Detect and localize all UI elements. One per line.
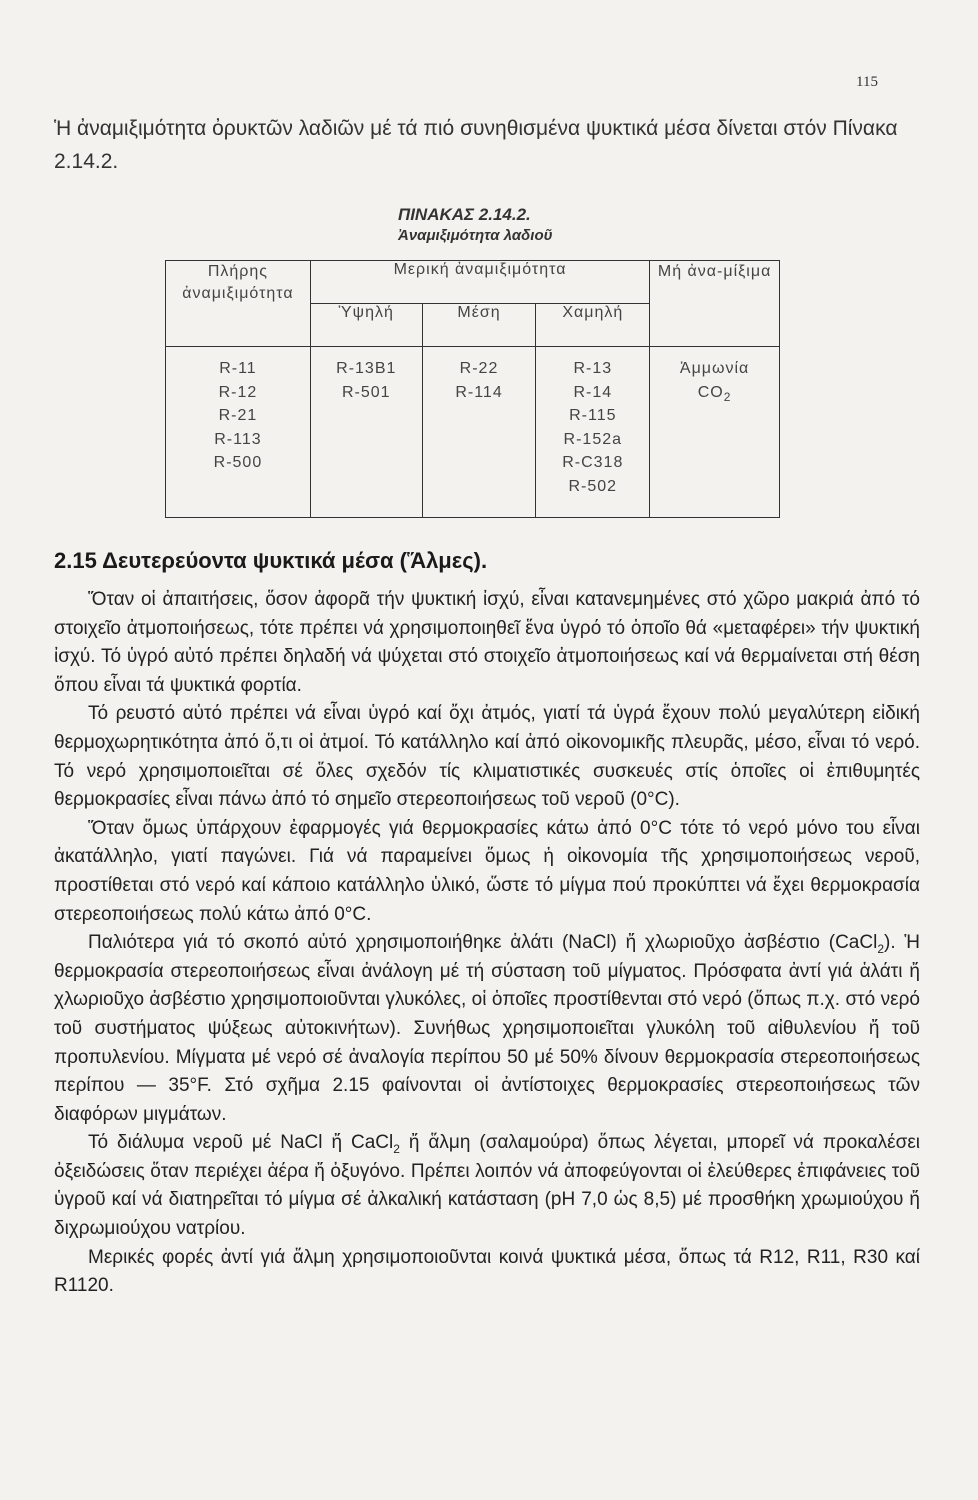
text-run: Παλιότερα γιά τό σκοπό αὐτό χρησιμοποιήθηκε ἁλάτι (NaCl) ἤ χλωριοῦχο ἀσβέστιο (CaCl — [88, 932, 878, 954]
table-cell: R-502 — [568, 477, 618, 495]
header-full-miscibility: Πλήρης ἀναμιξιμότητα — [166, 261, 311, 347]
text-run: ἤ ἅλμη (σαλαμούρα) ὅπως λέγεται, μπορεῖ νά προκαλέσει ὀξειδώσεις ὅταν περιέχει ἀέρα ἤ ὀξυγόνο. Πρέπει λοιπόν νά ἀποφεύγονται οἱ ἐλεύθερες ἐπιφάνειες τοῦ ὑγροῦ καί νά διατηρεῖται τό μίγμα σέ ἀλκαλική κατάσταση (pH 7,0 ὡς 8,5) μέ προσθήκη χρωμιούχου ἤ διχρωμιούχου νατρίου. — [54, 1132, 921, 1240]
table-cell: R-11 — [219, 360, 257, 377]
section-heading: 2.15 Δευτερεύοντα ψυκτικά μέσα (Ἅλμες). — [54, 548, 488, 573]
col-full — [166, 347, 311, 518]
table-cell-co2 — [650, 381, 779, 405]
table-cell: R-22 — [459, 360, 499, 377]
paragraph — [54, 1129, 920, 1243]
col-low — [536, 347, 650, 518]
paragraph: Ὅταν οἱ ἀπαιτήσεις, ὅσον ἀφορᾶ τήν ψυκτική ἰσχύ, εἶναι κατανεμημένες στό χῶρο μακριά ἀπό τό στοιχεῖο ἀτμοποιήσεως, τότε πρέπει νά χρησιμοποιηθεῖ ἕνα ὑγρό τό ὁποῖο θά «μεταφέρει» τήν ψυκτική ἰσχύ. Τό ὑγρό αὐτό πρέπει δηλαδή νά ψύχεται στό στοιχεῖο ἀτμοποιήσεως καί νά θερμαίνεται στή θέση ὅπου εἶναι τά ψυκτικά φορτία. — [54, 589, 920, 696]
table-cell: R-501 — [341, 383, 391, 401]
co2-subscript: 2 — [723, 389, 732, 404]
table-cell: R-500 — [213, 454, 263, 471]
text-run: ). Ἡ θερμοκρασία στερεοποιήσεως εἶναι ἀνάλογη μέ τή σύσταση τοῦ μίγματος. Πρόσφατα ἀντί γιά ἁλάτι ἤ χλωριοῦχο ἀσβέστιο χρησιμοποιοῦνται γλυκόλες, οἱ ὁποῖες προστίθενται στό νερό (ὅπως π.χ. στό νερό τοῦ συστήματος ψύξεως αὐτοκινήτων). Συνήθως χρησιμοποιεῖται γλυκόλη τοῦ αἰθυλενίου ἤ τοῦ προπυλενίου. Μίγματα μέ νερό σέ ἀναλογία περίπου 50 μέ 50% δίνουν θερμοκρασία στερεοποιήσεως περίπου — 35°F. Στό σχῆμα 2.15 φαίνονται οἱ ἀντίστοιχες θερμοκρασίες στερεοποιήσεως τῶν διαφόρων μιγμάτων. — [54, 932, 920, 1125]
intro-paragraph: Ἡ ἀναμιξιμότητα ὀρυκτῶν λαδιῶν μέ τά πιό συνηθισμένα ψυκτικά μέσα δίνεται στόν Πίνακα 2.14.2. — [54, 117, 898, 173]
table-cell: R-13 — [573, 360, 613, 377]
table-number: ΠΙΝΑΚΑΣ 2.14.2. — [398, 205, 531, 224]
co2-text: CO — [697, 383, 724, 401]
miscibility-table — [165, 260, 780, 518]
col-high — [310, 347, 422, 518]
subscript: 2 — [877, 941, 885, 956]
paragraph — [54, 929, 920, 1129]
table-cell: R-C318 — [562, 454, 624, 471]
page-number: 115 — [856, 74, 878, 90]
section-body — [54, 586, 920, 1301]
header-low: Χαμηλή — [536, 304, 650, 347]
table-cell: R-152a — [563, 430, 623, 448]
header-immiscible: Μή ἀνα-μίξιμα — [650, 261, 780, 347]
paragraph: Μερικές φορές ἀντί γιά ἅλμη χρησιμοποιοῦνται κοινά ψυκτικά μέσα, ὅπως τά R12, R11, R30 καί R1120. — [54, 1246, 920, 1297]
header-medium: Μέση — [422, 304, 536, 347]
paragraph: Ὅταν ὅμως ὑπάρχουν ἐφαρμογές γιά θερμοκρασίες κάτω ἀπό 0°C τότε τό νερό μόνο του εἶναι ἀκατάλληλο, γιατί παγώνει. Γιά νά παραμείνει ὅμως ἡ οἰκονομία τῆς χρησιμοποιήσεως νεροῦ, προστίθεται στό νερό καί κάποιο κατάλληλο ὑλικό, ὥστε τό μίγμα πού προκύπτει νά ἔχει θερμοκρασία στερεοποιήσεως πολύ κάτω ἀπό 0°C. — [54, 817, 920, 925]
table-cell: R-21 — [218, 407, 258, 424]
col-medium — [422, 347, 536, 518]
header-partial-miscibility: Μερική ἀναμιξιμότητα — [310, 261, 649, 304]
table-cell: R-14 — [573, 383, 613, 401]
text-run: Τό διάλυμα νεροῦ μέ NaCl ἤ CaCl — [88, 1132, 394, 1154]
paragraph: Τό ρευστό αὐτό πρέπει νά εἶναι ὑγρό καί ὄχι ἀτμός, γιατί τά ὑγρά ἔχουν πολύ μεγαλύτερη εἰδική θερμοχωρητικότητα ἀπό ὅ,τι οἱ ἀτμοί. Τό κατάλληλο καί ἀπό οἰκονομικῆς πλευρᾶς, μέσο, εἶναι τό νερό. Τό νερό χρησιμοποιεῖται σέ ὅλες σχεδόν τίς κλιματιστικές συσκευές στίς ὁποῖες οἱ ἐπιθυμητές θερμοκρασίες εἶναι πάνω ἀπό τό σημεῖο στερεοποιήσεως τοῦ νεροῦ (0°C). — [54, 703, 920, 811]
table-cell: R-12 — [218, 383, 258, 401]
header-high: Ὑψηλή — [310, 304, 422, 347]
table-cell: R-115 — [569, 407, 617, 424]
table-cell: R-114 — [455, 383, 503, 401]
subscript: 2 — [393, 1142, 400, 1157]
table-cell: Ἀμμωνία — [679, 360, 750, 377]
table-title: Ἀναμιξιμότητα λαδιοῦ — [398, 227, 553, 244]
table-caption — [398, 205, 578, 244]
table-cell: R-113 — [214, 430, 262, 448]
table-cell: R-13B1 — [336, 360, 397, 377]
col-immiscible — [650, 347, 780, 518]
